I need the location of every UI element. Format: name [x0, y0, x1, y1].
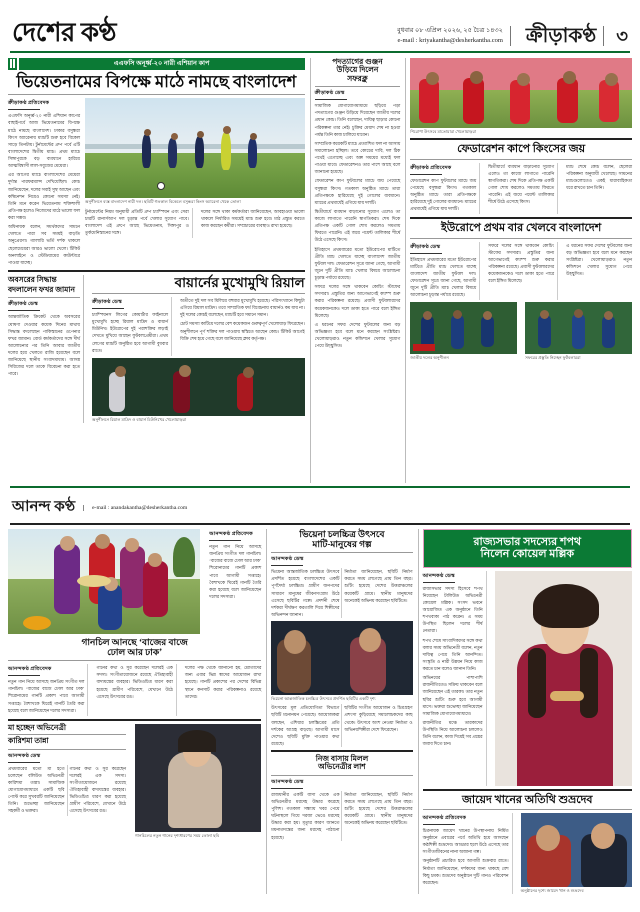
masthead	[8, 6, 632, 48]
bayern-rule	[92, 293, 305, 294]
europe-rule	[410, 238, 632, 239]
bayern-body-row	[92, 297, 305, 356]
zayed-body-1: চিত্রনায়ক জায়েদ খানের উপস্থাপনায় নির্মিত অনুষ্ঠানে এবারের পর্বে অতিথি হয়ে আসছেন কণ্ঠশিল্পী শুভ্রদেব। আড্ডার ছলে উঠে এসেছে তার সংগীতজীবনের নানা অজানা গল্প।	[422, 827, 509, 855]
ganchil-byline-top: আনন্দকণ্ঠ প্রতিবেদক	[209, 531, 253, 537]
lead-para-1: এএফসি অনূর্ধ্ব-২০ নারী এশিয়ান কাপের বাছাইপর্বে আজ ভিয়েতনামের বিপক্ষে মাঠে নামছে বাংলাদেশ। ঢাকার বসুন্ধরা কিংস অ্যারেনায় ম্যাচটি শুরু হবে বিকেল সাড়ে তিনটায়। টুর্নামেন্টের গ্রুপ পর্বে এটি বাংলাদেশের দ্বিতীয় ম্যাচ। প্রথম ম্যাচে সিঙ্গাপুরকে বড় ব্যবধানে হারিয়ে আত্মবিশ্বাসী লাল-সবুজের মেয়েরা।	[8, 113, 80, 169]
federation-rule	[410, 159, 632, 160]
ganchil-photo-caption: গানচিলের নতুন গানের দৃশ্যধারণের সময় তোলা ছবি	[135, 832, 220, 838]
europe-col-1	[410, 242, 480, 301]
bayern-body-1: চ্যাম্পিয়নস লিগের কোয়ার্টার ফাইনালে মুখোমুখি হচ্ছে রিয়াল মাদ্রিদ ও বায়ার্ন মিউনিখ। ইউরোপের দুই পরাশক্তির লড়াই দেখতে মুখিয়ে আছেন ফুটবলপ্রেমীরা। প্রথম লেগের ম্যাচটি অনুষ্ঠিত হবে আগামী বুধবার রাতে।	[92, 312, 168, 353]
sports-right-column	[405, 58, 632, 483]
resign-body-7: এ ধরনের সফর দেশের ফুটবলের জন্য বড় অভিজ্ঞতা হবে বলে মনে করছেন সংশ্লিষ্টরা। খেলোয়াড়রাও নতুন কন্ডিশনে খেলার সুযোগ পেয়ে উচ্ছ্বসিত।	[314, 321, 401, 349]
lead-kicker: এএফসি অনূর্ধ্ব-২০ নারী এশিয়ান কাপ	[19, 58, 305, 70]
karishma-byline-underline	[8, 762, 40, 763]
lead-extra-col-a	[85, 208, 193, 239]
lead-rule	[8, 94, 305, 95]
lead-byline: ক্রীড়াকণ্ঠ প্রতিবেদক	[8, 100, 50, 107]
lead-headline: ভিয়েতনামের বিপক্ষে মাঠে নামছে বাংলাদেশ	[16, 71, 297, 91]
federation-top-rule	[410, 138, 632, 140]
lead-kicker-bar	[8, 58, 305, 70]
federation-col-2	[485, 163, 558, 215]
federation-byline: ক্রীড়াকণ্ঠ প্রতিবেদক	[410, 164, 452, 171]
resign-story	[310, 58, 401, 483]
entertainment-section	[8, 529, 632, 894]
lead-text-col	[8, 98, 80, 268]
resign-headline-line2: উড়িয়ে দিলেন	[336, 65, 379, 75]
lead-body-row	[8, 98, 305, 268]
karishma-text	[8, 724, 130, 839]
vienna-story	[266, 529, 412, 894]
europe-caption-2: সফরের প্রস্তুতি নিচ্ছেন ফুটবলাররা	[525, 355, 581, 361]
europe-byline: ক্রীড়াকণ্ঠ ডেস্ক	[410, 243, 441, 250]
koyel-body-row	[423, 571, 632, 786]
email-line: e-mail : kriyakantha@desherkantha.com	[397, 36, 503, 44]
federation-headline: ফেডারেশন কাপে কিংসের জয়	[457, 143, 586, 156]
ganchil-side-text	[209, 529, 261, 634]
ganchil-col-2	[93, 664, 176, 716]
ganchil-byline-underline-2	[8, 675, 40, 676]
europe-body-3: এ ধরনের সফর দেশের ফুটবলের জন্য বড় অভিজ্ঞতা হবে বলে মনে করছেন সংশ্লিষ্টরা। খেলোয়াড়রাও নতুন কন্ডিশনে খেলার সুযোগ পেয়ে উচ্ছ্বসিত।	[566, 242, 633, 277]
vienna-byline: আনন্দকণ্ঠ ডেস্ক	[271, 556, 304, 563]
vienna-rule	[271, 552, 412, 553]
europe-top-rule	[410, 217, 632, 219]
vienna-photo-caption: ভিয়েনা আন্তর্জাতিক চলচ্চিত্র উৎসবে প্রদর্শিত ছবিটির একটি দৃশ্য	[271, 696, 376, 702]
ganchil-photo-wrap	[8, 529, 200, 634]
resign-body-4: দ্বিতীয়ার্ধে ব্যবধান বাড়ানোর সুযোগ এলেও তা কাজে লাগাতে পারেনি স্বাগতিকরা। শেষ দিকে প্রতিপক্ষ একটি গোল শোধ করলেও সমতায় ফিরতে পারেনি। এই জয়ে পয়েন্ট তালিকার শীর্ষে উঠে এসেছে কিংস।	[314, 208, 401, 243]
karishma-photo	[135, 724, 261, 832]
lead-photo	[85, 98, 305, 198]
vienna-body-2: নির্মাতা জানিয়েছেন, ছবিটি নির্মাণ করতে সময় লেগেছে প্রায় তিন বছর। শুটিং হয়েছে দেশের উত্তরাঞ্চলের কয়েকটি গ্রামে। স্থানীয় মানুষদের অনেকেই অভিনয় করেছেন ছবিটিতে।	[344, 569, 413, 603]
europe-photo-1-wrap	[410, 302, 517, 361]
ganchil-col-1	[8, 664, 88, 716]
vienna-byline-underline	[271, 565, 303, 566]
zayed-body-row	[423, 813, 632, 894]
europe-col-2	[485, 242, 558, 301]
ganchil-col-3	[182, 664, 261, 716]
kicker-stripes	[8, 58, 17, 70]
ganchil-body-row	[8, 664, 261, 716]
ent-left-column	[8, 529, 261, 894]
resign-body-2: সাম্প্রতিক কয়েকটি ম্যাচে প্রত্যাশিত ফল না আসায় সমালোচনা হচ্ছিল। তবে কোচের দাবি, দল ঠিক পথেই এগোচ্ছে এবং অল্প সময়ের মধ্যেই ফল পাওয়া যাবে। ফেডারেশনও তার পাশে আছে বলে জানানো হয়েছে।	[314, 140, 401, 175]
byline-underline	[8, 109, 40, 110]
vienna-body-cols	[271, 568, 412, 618]
ganchil-body-2: গানের কথা ও সুর করেছেন দলেরই এক সদস্য। সংগীতায়োজনে রয়েছে ঐতিহ্যবাহী বাদ্যযন্ত্রের ব্যবহার। ভিডিওচিত্র ধারণ করা হয়েছে গ্রামীণ পরিবেশে, যেখানে উঠে এসেছে উৎসবের রঙ।	[96, 665, 173, 699]
resign-byline-underline	[315, 99, 347, 100]
europe-photo-2	[525, 302, 632, 354]
newspaper-title: দেশের কণ্ঠ	[12, 18, 117, 47]
actress-headline-line1: নিজ বাসায় মিলল	[315, 754, 369, 764]
ganchil-headline-line2: ঢোল আর ঢাক’	[107, 647, 163, 658]
bayern-body-2: অতীতে দুই দল সব মিলিয়ে বহুবার মুখোমুখি হয়েছে। পরিসংখ্যানে কিছুটা এগিয়ে রিয়াল মাদ্রিদ। তবে সাম্প্রতিক ফর্ম বিবেচনায় বায়ার্নও কম যায় না। দুই দলের কোচই বলেছেন, ম্যাচটি হবে সমানে সমান।	[180, 298, 305, 318]
koyel-headline-line1: রাজ্যসভার সদস্যের শপথ	[473, 536, 582, 548]
ent-right-column	[418, 529, 632, 894]
retire-headline-line2: বদলালেন ফখর জামান	[8, 284, 75, 294]
lead-photo-col	[85, 98, 305, 268]
lead-para-2: এর আগের ম্যাচে বাংলাদেশের মেয়েরা দুর্দান্ত পারফরম্যান্স দেখিয়েছিল। কোচ জানিয়েছেন, দলের সবাই সুস্থ আছেন এবং কম্বিনেশন নিয়েও কোনো সমস্যা নেই। তিনি মনে করেন ভিয়েতনাম শক্তিশালী প্রতিপক্ষ হলেও নিজেদের মাঠে ভালো ফল করা সম্ভব।	[8, 172, 80, 221]
actress-body-cols	[271, 791, 412, 841]
lead-photo-caption: অনুশীলনে ব্যস্ত বাংলাদেশ নারী দল। ছবিটি গতকাল বিকেলে বসুন্ধরা কিংস অ্যারেনা থেকে তোলা	[85, 199, 241, 205]
zayed-photo-wrap	[518, 813, 632, 894]
karishma-headline-line2: কারিশমা তান্না	[8, 736, 49, 746]
sports-left-column	[8, 58, 305, 483]
vienna-headline-line2: মাটি-মানুষের গল্প	[312, 539, 372, 550]
vienna-body-cols-2	[271, 704, 412, 747]
retire-story	[8, 275, 84, 423]
actress-byline: আনন্দকণ্ঠ ডেস্ক	[271, 778, 304, 785]
ananda-band-rule	[10, 523, 630, 525]
koyel-headline-box	[423, 529, 632, 568]
europe-photo-row	[410, 302, 632, 361]
sports-section	[8, 58, 632, 483]
europe-body-row	[410, 242, 632, 301]
date-email-block	[397, 26, 511, 46]
bayern-photo	[92, 358, 305, 416]
zayed-rule	[423, 809, 632, 810]
europe-byline-underline	[410, 253, 442, 254]
resign-body-3: ফেডারেশন কাপ ফুটবলের ম্যাচে জয় পেয়েছে বসুন্ধরা কিংস। গতকাল অনুষ্ঠিত ম্যাচে তারা প্রতিপক্ষকে হারিয়েছে দুই গোলের ব্যবধানে। ম্যাচের প্রথমার্ধেই এগিয়ে যায় দলটি।	[314, 178, 401, 205]
europe-col-3	[563, 242, 632, 301]
bayern-byline: ক্রীড়াকণ্ঠ ডেস্ক	[92, 299, 122, 305]
retire-rule	[8, 297, 80, 298]
federation-body-1: ফেডারেশন কাপ ফুটবলের ম্যাচে জয় পেয়েছে বসুন্ধরা কিংস। গতকাল অনুষ্ঠিত ম্যাচে তারা প্রতিপক্ষকে হারিয়েছে দুই গোলের ব্যবধানে। ম্যাচের প্রথমার্ধেই এগিয়ে যায় দলটি।	[410, 177, 477, 212]
zayed-photo	[521, 813, 632, 887]
zayed-top-rule	[423, 789, 632, 791]
europe-body-1: ইতিহাসে প্রথমবারের মতো ইউরোপের মাটিতে প্রীতি ম্যাচ খেলতে যাচ্ছে বাংলাদেশ জাতীয় ফুটবল দল। ফেডারেশন সূত্রে জানা গেছে, আগামী জুনে দুটি প্রীতি ম্যাচ খেলার বিষয়ে আলোচনা চূড়ান্ত পর্যায়ে রয়েছে।	[410, 256, 477, 298]
retire-body: আন্তর্জাতিক ক্রিকেট থেকে অবসরের ঘোষণা দেওয়ার কয়েক দিনের মাথায় সিদ্ধান্ত বদলেছেন পাকিস্তানের ওপেনার ফখর জামান। বোর্ড কর্মকর্তাদের সঙ্গে দীর্ঘ আলোচনার পর তিনি আবার জাতীয় দলের হয়ে খেলতে রাজি হয়েছেন বলে জানিয়েছে স্থানীয় সংবাদমাধ্যম। আসন্ন সিরিজের দলে তাকে বিবেচনা করা হতে পারে।	[8, 314, 80, 377]
zayed-headline: জায়েদ খানের অতিথি শুভ্রদেব	[462, 793, 593, 806]
bayern-col-2	[177, 297, 305, 356]
federation-col-3	[563, 163, 632, 215]
karishma-body-extra: গানের কথা ও সুর করেছেন দলেরই এক সদস্য। সংগীতায়োজনে রয়েছে ঐতিহ্যবাহী বাদ্যযন্ত্রের ব্যবহার। ভিডিওচিত্র ধারণ করা হয়েছে গ্রামীণ পরিবেশে, যেখানে উঠে এসেছে উৎসবের রঙ।	[69, 765, 126, 814]
koyel-body-1: রাজ্যসভার সদস্য হিসেবে শপথ নিয়েছেন টালিউড অভিনেত্রী কোয়েল মল্লিক। সংসদ ভবনে আয়োজিত এক অনুষ্ঠানে তিনি শপথবাক্য পাঠ করেন। এ সময় উপস্থিত ছিলেন দলের শীর্ষ নেতারা।	[422, 585, 483, 634]
actress-byline-underline	[271, 788, 303, 789]
bayern-story	[89, 275, 305, 423]
vienna-headline-line1: ভিয়েনা চলচ্চিত্র উৎসবে	[299, 529, 385, 539]
koyel-col-1	[423, 571, 487, 786]
bayern-headline: বায়ার্নের মুখোমুখি রিয়াল	[174, 274, 305, 290]
resign-photo	[410, 58, 632, 128]
actress-body: রাজধানীর একটি বাসা থেকে এক অভিনেত্রীর মরদেহ উদ্ধার করেছে পুলিশ। গতকাল সন্ধ্যায় খবর পেয়ে ঘটনাস্থলে গিয়ে দরজা ভেঙে মরদেহ উদ্ধার করা হয়। মৃত্যুর কারণ জানতে ময়নাতদন্তের জন্য মরদেহ পাঠানো হয়েছে।	[271, 791, 340, 840]
koyel-byline: আনন্দকণ্ঠ ডেস্ক	[422, 572, 455, 579]
bayern-byline-underline	[92, 308, 124, 309]
resign-body-5: ইতিহাসে প্রথমবারের মতো ইউরোপের মাটিতে প্রীতি ম্যাচ খেলতে যাচ্ছে বাংলাদেশ জাতীয় ফুটবল দল। ফেডারেশন সূত্রে জানা গেছে, আগামী জুনে দুটি প্রীতি ম্যাচ খেলার বিষয়ে আলোচনা চূড়ান্ত পর্যায়ে রয়েছে।	[314, 246, 401, 281]
vienna-photo	[271, 621, 412, 695]
retire-byline-underline	[8, 310, 40, 311]
resign-photo-caption: শিরোপা উৎসবে মাতোয়ারা খেলোয়াড়রা	[410, 129, 477, 134]
koyel-photo-wrap	[492, 571, 632, 786]
karishma-rule	[8, 749, 126, 750]
lead-extra-col-b	[198, 208, 305, 239]
federation-body-3: ম্যাচ শেষে কোচ বলেন, ছেলেরা পরিকল্পনা অনুযায়ী খেলেছে। সামনের ম্যাচগুলোতেও একই ধারাবাহিকতা ধরে রাখতে চান তিনি।	[566, 163, 633, 190]
bayern-photo-caption: অনুশীলনে রিয়াল মাদ্রিদ ও বায়ার্ন মিউনিখের খেলোয়াড়রা	[92, 416, 187, 422]
masthead-right	[397, 26, 628, 46]
bayern-body-3: চোট সমস্যা কাটিয়ে দলের বেশ কয়েকজন গুরুত্বপূর্ণ খেলোয়াড় ফিরেছেন। অনুশীলনে পূর্ণ শক্তির দল পাওয়ায় স্বস্তিতে আছেন কোচ। টিকিট আগেই বিক্রি শেষ হয়ে গেছে বলে জানিয়েছে ক্লাব কর্তৃপক্ষ।	[180, 321, 305, 341]
koyel-byline-underline	[423, 582, 455, 583]
zayed-col-1	[423, 813, 513, 894]
section-title: ক্রীড়াকণ্ঠ	[519, 26, 604, 46]
karishma-body: প্রথমবারের মতো মা হতে চলেছেন বলিউড অভিনেত্রী কারিশমা তান্না। সামাজিক যোগাযোগমাধ্যমে একটি ছবি পোস্ট করে সুখবরটি জানিয়েছেন তিনি। শুভেচ্ছা জানিয়েছেন সহকর্মী ও ভক্তরা।	[8, 765, 65, 814]
karishma-byline: আনন্দকণ্ঠ ডেস্ক	[8, 752, 41, 759]
koyel-body-2: শপথ শেষে সাংবাদিকদের সঙ্গে কথা বলার সময় অভিনেত্রী বলেন, নতুন দায়িত্ব পেয়ে তিনি আনন্দিত। সংস্কৃতি ও নারী উন্নয়ন নিয়ে কাজ করতে চান বলেও জানান তিনি।	[422, 637, 483, 671]
ananda-brand: আনন্দ কণ্ঠ	[12, 499, 76, 515]
ganchil-rule	[8, 660, 261, 661]
zayed-photo-caption: অনুষ্ঠানের দৃশ্যে জায়েদ খান ও শুভ্রদেব	[520, 887, 584, 893]
ananda-kantha-band	[8, 493, 632, 523]
retire-byline: ক্রীড়াকণ্ঠ ডেস্ক	[8, 301, 38, 308]
lead-extra-cols	[85, 208, 305, 239]
ganchil-body-1: নতুন গান নিয়ে আসছে জনপ্রিয় সংগীত দল গানচিল। ‘বাজের বাজে ঢোল আর ঢাক’ শিরোনামের গানটি প্রকাশ পাবে আগামী সপ্তাহে। বৈশাখকে ঘিরেই গানটি তৈরি করা হয়েছে বলে জানিয়েছেন দলের সদস্যরা।	[8, 679, 85, 713]
karishma-body-cols	[8, 765, 126, 817]
second-story-row	[8, 275, 305, 423]
resign-body-6: সফরে দলের সঙ্গে থাকবেন কোচিং স্টাফের সদস্যরা। প্রস্তুতির জন্য আগেভাগেই ক্যাম্প শুরু করার পরিকল্পনা রয়েছে। প্রবাসী ফুটবলারদের কয়েকজনকেও দলে ডাকা হতে পারে বলে ইঙ্গিত মিলেছে।	[314, 284, 401, 318]
koyel-body-4: রাজনীতির মঞ্চে তারকাদের উপস্থিতি নিয়ে আলোচনা চললেও তিনি বলেন, কাজ দিয়েই সব প্রশ্নের জবাব দিতে চান।	[422, 719, 483, 747]
karishma-headline-line1: মা হচ্ছেন অভিনেত্রী	[8, 722, 66, 732]
karishma-row	[8, 724, 261, 839]
actress-body-extra: নির্মাতা জানিয়েছেন, ছবিটি নির্মাণ করতে সময় লেগেছে প্রায় তিন বছর। শুটিং হয়েছে দেশের উত্তরাঞ্চলের কয়েকটি গ্রামে। স্থানীয় মানুষদের অনেকেই অভিনয় করেছেন ছবিটিতে।	[344, 791, 413, 826]
page-number: ৩	[616, 25, 628, 46]
ganchil-top-row	[8, 529, 261, 634]
lead-extra-text-b: দলের সঙ্গে থাকা কর্মকর্তারা জানিয়েছেন, আবহাওয়া ভালো থাকলে নির্ধারিত সময়েই ম্যাচ শুরু হবে। মাঠ প্রস্তুত করতে কাজ করছেন কর্মীরা। সম্প্রচারের ব্যবস্থাও রাখা হয়েছে।	[200, 208, 305, 228]
actress-headline-line2: অভিনেত্রীর লাশ	[318, 762, 366, 772]
koyel-photo	[495, 571, 632, 786]
date-line: বুধবার ০৮ এপ্রিল ২০২৬, ২৫ চৈত্র ১৪৩২	[397, 26, 503, 34]
europe-body-2: সফরে দলের সঙ্গে থাকবেন কোচিং স্টাফের সদস্যরা। প্রস্তুতির জন্য আগেভাগেই ক্যাম্প শুরু করার পরিকল্পনা রয়েছে। প্রবাসী ফুটবলারদের কয়েকজনকেও দলে ডাকা হতে পারে বলে ইঙ্গিত মিলেছে।	[488, 242, 555, 284]
lead-para-3: অধিনায়ক বলেন, সমর্থকদের সামনে খেলতে পারা সব সময়ই বাড়তি অনুপ্রেরণা। গ্যালারি ভর্তি দর্শক থাকলে ছেলেমেয়েরা আরও ভালো খেলে। টিকিট অনলাইনে ও স্টেডিয়ামের কাউন্টারে পাওয়া যাচ্ছে।	[8, 224, 80, 265]
actress-rule	[271, 775, 412, 776]
lead-extra-text-a: টুর্নামেন্টের নিয়ম অনুযায়ী প্রতিটি গ্রুপ চ্যাম্পিয়ন এবং সেরা চারটি রানার্সআপ দল চূড়ান্ত পর্বে খেলার সুযোগ পাবে। বাংলাদেশ এই গ্রুপে আছে ভিয়েতনাম, সিঙ্গাপুর ও তুর্কমেনিস্তানের সঙ্গে।	[85, 208, 189, 235]
karishma-photo-wrap	[135, 724, 261, 839]
resign-byline: ক্রীড়াকণ্ঠ ডেস্ক	[314, 90, 345, 97]
europe-photo-1	[410, 302, 517, 354]
federation-col-1	[410, 163, 480, 215]
resign-rule	[315, 86, 401, 87]
europe-caption-1: জাতীয় দলের অনুশীলন	[410, 355, 449, 361]
ganchil-body-3: দলের পক্ষ থেকে জানানো হয়, শ্রোতাদের জন্য এবার ভিন্ন স্বাদের আয়োজন রাখা হয়েছে। গানটি প্রকাশের পর দেশের বিভিন্ন স্থানে কনসার্ট করার পরিকল্পনাও রয়েছে তাদের।	[184, 665, 262, 699]
vienna-body-1: ভিয়েনা আন্তর্জাতিক চলচ্চিত্র উৎসবে প্রদর্শিত হয়েছে বাংলাদেশের একটি পূর্ণদৈর্ঘ্য চলচ্চিত্র। গ্রামীণ জনপদের সাধারণ মানুষের জীবনসংগ্রাম উঠে এসেছে ছবিটির গল্পে। প্রদর্শনী শেষে দর্শকরা দীর্ঘক্ষণ করতালি দিয়ে শিল্পীদের অভিনন্দন জানান।	[271, 569, 340, 617]
lead-bottom-rule	[8, 270, 305, 272]
vienna-body-3: উৎসবের মূল প্রতিযোগিতা বিভাগে ছবিটি মনোনয়ন পেয়েছে। আয়োজকরা বলছেন, এশিয়ার চলচ্চিত্রের প্রতি দর্শকের আগ্রহ বাড়ছে। আগামী মাসে দেশেও ছবিটি মুক্তি পাওয়ার কথা রয়েছে।	[271, 705, 340, 746]
ganchil-byline: আনন্দকণ্ঠ প্রতিবেদক	[8, 666, 52, 673]
federation-body-row	[410, 163, 632, 215]
bayern-col-1	[92, 297, 172, 356]
resign-headline-line3: সফরক্লু	[347, 73, 368, 83]
zayed-body-2: অনুষ্ঠানটি প্রচারিত হবে আগামী শুক্রবার রাতে। নির্মাতা জানিয়েছেন, দর্শকদের জন্য থাকছে বেশ কিছু চমক। শুভ্রদেব অনুষ্ঠানে দুটি গানও পরিবেশন করেছেন।	[422, 858, 509, 885]
europe-photo-2-wrap	[525, 302, 632, 361]
actress-top-rule	[271, 750, 412, 752]
masthead-divider	[10, 51, 630, 53]
section-divider	[10, 486, 630, 488]
ananda-email: e-mail : anandakantha@desherkantha.com	[83, 505, 187, 511]
vienna-body-4: ছবিটির সংগীত আয়োজন ও চিত্রগ্রহণ প্রশংসা কুড়িয়েছে সমালোচকদের কাছ থেকে। উৎসবে অংশ নেওয়া নির্মাতা ও অভিনয়শিল্পীরা দেশে ফিরেছেন।	[344, 705, 413, 732]
ganchil-side-body: নতুন গান নিয়ে আসছে জনপ্রিয় সংগীত দল গানচিল। ‘বাজের বাজে ঢোল আর ঢাক’ শিরোনামের গানটি প্রকাশ পাবে আগামী সপ্তাহে। বৈশাখকে ঘিরেই গানটি তৈরি করা হয়েছে বলে জানিয়েছেন দলের সদস্যরা।	[209, 544, 262, 599]
ganchil-headline-line1: গানচিল আনছে ‘বাজের বাজে	[81, 637, 188, 647]
koyel-body-3: অভিনয়ের পাশাপাশি রাজনীতিতেও সক্রিয় থাকবেন বলে জানিয়েছেন এই তারকা। তার নতুন ছবির শুটিং শুরু হবে আগামী মাসে। ভক্তরা শুভেচ্ছা জানিয়েছেন সামাজিক যোগাযোগমাধ্যমে।	[422, 675, 483, 716]
karishma-top-rule	[8, 719, 261, 721]
ganchil-photo	[8, 529, 200, 634]
europe-headline: ইউরোপে প্রথম বার খেলবে বাংলাদেশ	[441, 222, 602, 235]
zayed-byline: আনন্দকণ্ঠ প্রতিবেদক	[422, 814, 467, 821]
resign-headline-line1: পদত্যাগের গুঞ্জন	[332, 57, 383, 66]
federation-byline-underline	[410, 174, 442, 175]
resign-body-1: সামাজিক যোগাযোগমাধ্যমে ছড়িয়ে পড়া পদত্যাগের গুঞ্জন উড়িয়ে দিয়েছেন জাতীয় দলের প্রধান কোচ। তিনি বলেছেন, দায়িত্ব ছাড়ার কোনো পরিকল্পনা তার নেই। চুক্তির মেয়াদ শেষ না হওয়া পর্যন্ত তিনি কাজ চালিয়ে যাবেন।	[314, 103, 401, 137]
koyel-headline-line2: নিলেন কোয়েল মল্লিক	[480, 548, 575, 561]
retire-headline-line1: অবসরের সিদ্ধান্ত	[8, 274, 57, 284]
federation-body-2: দ্বিতীয়ার্ধে ব্যবধান বাড়ানোর সুযোগ এলেও তা কাজে লাগাতে পারেনি স্বাগতিকরা। শেষ দিকে প্রতিপক্ষ একটি গোল শোধ করলেও সমতায় ফিরতে পারেনি। এই জয়ে পয়েন্ট তালিকার শীর্ষে উঠে এসেছে কিংস।	[488, 163, 555, 205]
zayed-byline-underline	[423, 824, 455, 825]
ganchil-byline-underline	[209, 540, 241, 541]
